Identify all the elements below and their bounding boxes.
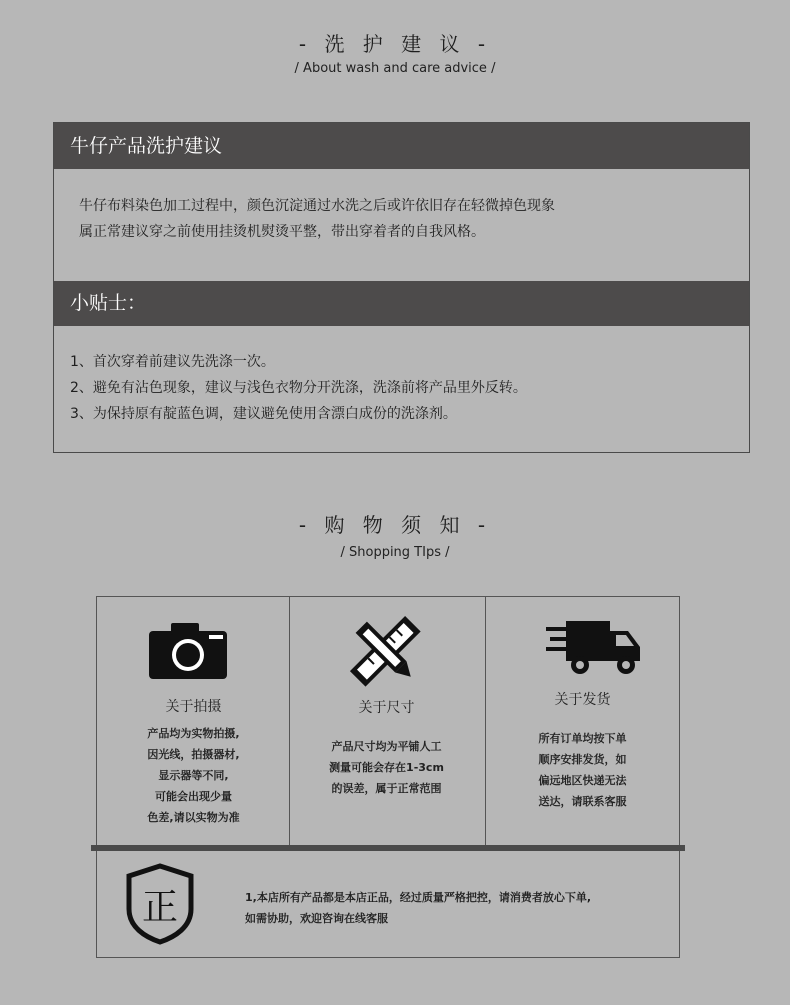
section-divider-bar bbox=[91, 845, 685, 851]
photo-line: 可能会出现少量 bbox=[155, 790, 232, 803]
care-line: 牛仔布料染色加工过程中，颜色沉淀通过水洗之后或许依旧存在轻微掉色现象 bbox=[79, 198, 555, 214]
wash-section-subtitle: / About wash and care advice / bbox=[294, 61, 496, 76]
delivery-truck-icon bbox=[546, 619, 644, 679]
tips-header: 小贴士： bbox=[70, 292, 147, 314]
tip-item: 3、为保持原有靛蓝色调，建议避免使用含漂白成份的洗涤剂。 bbox=[70, 406, 457, 422]
tip-item: 2、避免有沾色现象，建议与浅色衣物分开洗涤，洗涤前将产品里外反转。 bbox=[70, 380, 527, 396]
shipping-line: 所有订单均按下单 bbox=[538, 732, 627, 745]
genuine-badge-char: 正 bbox=[141, 887, 179, 928]
tips-header-bar bbox=[54, 281, 749, 326]
photo-line: 色差,请以实物为准 bbox=[147, 811, 240, 824]
shopping-section-title: - 购 物 须 知 - bbox=[298, 513, 492, 537]
photo-line: 显示器等不同, bbox=[158, 769, 229, 782]
genuine-description bbox=[245, 887, 591, 929]
size-title: 关于尺寸 bbox=[358, 700, 415, 716]
tip-item: 1、首次穿着前建议先洗涤一次。 bbox=[70, 354, 275, 370]
wash-section-title: - 洗 护 建 议 - bbox=[298, 32, 492, 56]
photo-line: 因光线，拍摄器材, bbox=[147, 748, 240, 761]
camera-icon bbox=[149, 621, 229, 681]
tips-list bbox=[70, 349, 527, 427]
size-description bbox=[290, 736, 483, 799]
shipping-title: 关于发货 bbox=[554, 692, 611, 708]
ruler-pencil-icon bbox=[348, 615, 424, 689]
genuine-shield-icon bbox=[125, 863, 195, 945]
shipping-description bbox=[486, 728, 679, 812]
photo-description bbox=[97, 723, 290, 828]
shopping-grid bbox=[96, 596, 680, 958]
shipping-line: 偏远地区快递无法 bbox=[538, 774, 627, 787]
size-line: 产品尺寸均为平铺人工 bbox=[331, 740, 442, 753]
genuine-line: 如需协助，欢迎咨询在线客服 bbox=[245, 912, 388, 925]
shipping-line: 顺序安排发货，如 bbox=[538, 753, 627, 766]
genuine-line: 1,本店所有产品都是本店正品，经过质量严格把控，请消费者放心下单, bbox=[245, 891, 592, 904]
photo-line: 产品均为实物拍摄, bbox=[147, 727, 240, 740]
shopping-section-subtitle: / Shopping TIps / bbox=[340, 545, 450, 560]
size-line: 测量可能会存在1-3cm bbox=[329, 761, 444, 774]
care-paragraph bbox=[79, 193, 555, 245]
care-line: 属正常建议穿之前使用挂烫机熨烫平整，带出穿着者的自我风格。 bbox=[79, 224, 485, 240]
care-header: 牛仔产品洗护建议 bbox=[70, 135, 223, 157]
size-line: 的误差，属于正常范围 bbox=[331, 782, 442, 795]
care-header-bar bbox=[54, 123, 749, 169]
care-box bbox=[53, 122, 750, 453]
shipping-line: 送达，请联系客服 bbox=[538, 795, 627, 808]
photo-title: 关于拍摄 bbox=[165, 699, 222, 715]
